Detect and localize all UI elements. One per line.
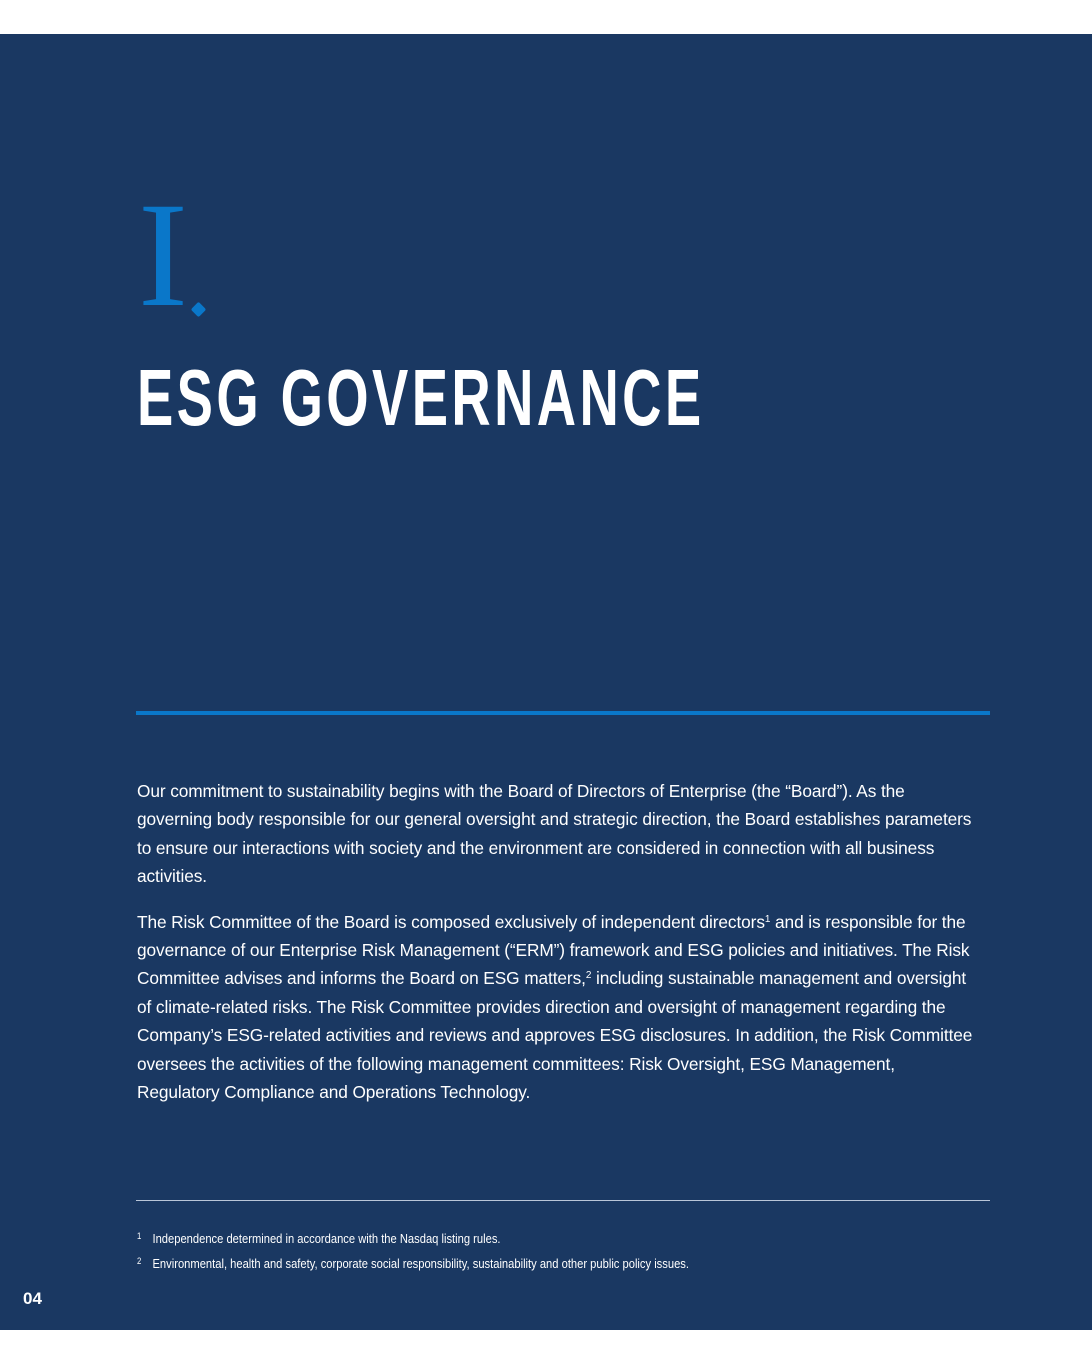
footnote-ref-1: 1: [764, 913, 771, 925]
accent-divider: [136, 711, 990, 715]
paragraph-2-part-2: and is responsible for the governance of our Enterprise Risk Management (“ERM”) framework and ESG policies and initiatives. The Risk Committee advises and informs the Board on ESG matters,: [137, 911, 970, 989]
footnote-text: Independence determined in accordance with the Nasdaq listing rules.: [152, 1231, 501, 1246]
footnote-number: 1: [137, 1231, 142, 1241]
footnote-ref-2: 2: [585, 970, 592, 982]
footnote: [137, 1225, 689, 1250]
paragraph-2: [137, 908, 977, 1107]
footnote: [137, 1250, 689, 1275]
paragraph-1: Our commitment to sustainability begins with the Board of Directors of Enterprise (the “Board”). As the governing body responsible for our general oversight and strategic direction, the Board establishes parameters to ensure our interactions with society and the environment are considered in connection with all business activities.: [137, 781, 972, 887]
page-number: 04: [23, 1289, 42, 1308]
paragraph-2-part-3: including sustainable management and oversight of climate-related risks. The Risk Committee provides direction and oversight of management regarding the Company’s ESG-related activities and reviews and approves ESG disclosures. In addition, the Risk Committee oversees the activities of the following management committees: Risk Oversight, ESG Management, Regulatory Compliance and Operations Technology.: [137, 968, 973, 1103]
footnote-text: Environmental, health and safety, corporate social responsibility, sustainability and other public policy issues.: [152, 1256, 689, 1271]
section-title: ESG GOVERNANCE: [137, 353, 705, 442]
footnote-number: 2: [137, 1256, 142, 1266]
paragraph-2-part-1: The Risk Committee of the Board is composed exclusively of independent directors: [137, 911, 765, 932]
footnotes: [137, 1225, 689, 1275]
footnote-divider: [136, 1200, 990, 1201]
section-numeral: I: [138, 172, 188, 338]
body-text: [137, 777, 977, 1123]
